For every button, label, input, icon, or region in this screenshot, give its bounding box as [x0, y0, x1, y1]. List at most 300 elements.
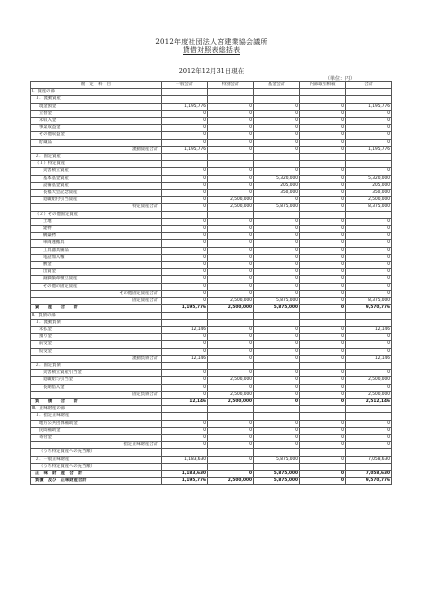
row-value — [346, 211, 392, 218]
row-value: 1,183,630 — [162, 456, 208, 463]
row-label: その他固定資産合計 — [31, 290, 162, 297]
table-row — [31, 434, 392, 441]
row-label: 退職給与引当金 — [31, 377, 162, 384]
row-value — [300, 406, 346, 413]
row-value — [254, 319, 300, 326]
row-label: 仮受金 — [31, 348, 162, 355]
row-label: 長期借入金 — [31, 384, 162, 391]
row-value: 205,000 — [346, 182, 392, 189]
row-value: 0 — [300, 434, 346, 441]
row-value — [208, 406, 254, 413]
header-elimination: 内部取引相殺 — [300, 82, 346, 89]
header-total: 合計 — [346, 82, 392, 89]
row-value: 0 — [162, 341, 208, 348]
row-value — [208, 154, 254, 161]
header-account: 勘 定 科 目 — [31, 82, 162, 89]
row-value: 5,875,000 — [254, 305, 300, 312]
row-label: 事業収益金 — [31, 125, 162, 132]
table-row — [31, 182, 392, 189]
row-value — [254, 449, 300, 456]
row-value: 0 — [208, 103, 254, 110]
row-value: 2,500,000 — [208, 478, 254, 485]
table-header-row — [31, 82, 392, 89]
row-value — [208, 211, 254, 218]
row-value: 0 — [346, 427, 392, 434]
row-value: 0 — [300, 355, 346, 362]
header-general: 一般会計 — [162, 82, 208, 89]
table-row — [31, 377, 392, 384]
row-value: 5,875,000 — [254, 456, 300, 463]
row-label: 貯蔵品 — [31, 139, 162, 146]
row-label: 負 債 合 計 — [31, 398, 162, 405]
row-value: 0 — [162, 182, 208, 189]
table-row — [31, 427, 392, 434]
table-row — [31, 233, 392, 240]
row-value: 0 — [162, 348, 208, 355]
row-value: 0 — [346, 218, 392, 225]
table-row — [31, 154, 392, 161]
row-value: 0 — [208, 262, 254, 269]
row-value: 0 — [300, 269, 346, 276]
row-value — [162, 463, 208, 470]
row-value: 350,000 — [346, 190, 392, 197]
row-value — [208, 413, 254, 420]
row-value: 12,146 — [162, 355, 208, 362]
header-special: 特別会計 — [208, 82, 254, 89]
row-value: 0 — [300, 168, 346, 175]
row-value: 0 — [208, 254, 254, 261]
table-row — [31, 175, 392, 182]
row-value: 1,195,776 — [162, 305, 208, 312]
row-value — [162, 449, 208, 456]
row-value: 0 — [208, 218, 254, 225]
row-value: 0 — [254, 442, 300, 449]
row-label: 退職給付引当資産 — [31, 197, 162, 204]
row-label: Ⅲ．正味財産の部 — [31, 406, 162, 413]
table-row — [31, 348, 392, 355]
row-value: 0 — [254, 240, 300, 247]
row-value: 0 — [162, 204, 208, 211]
row-label: 出資金 — [31, 269, 162, 276]
row-value: 1,195,776 — [346, 103, 392, 110]
row-value — [346, 161, 392, 168]
row-value: 0 — [208, 182, 254, 189]
row-value — [254, 413, 300, 420]
row-value: 0 — [162, 384, 208, 391]
row-value: 5,320,000 — [254, 175, 300, 182]
row-value — [208, 312, 254, 319]
row-value: 8,375,000 — [346, 204, 392, 211]
table-row — [31, 370, 392, 377]
table-row — [31, 456, 392, 463]
row-label: 災害積立資産引当金 — [31, 370, 162, 377]
row-value: 0 — [300, 290, 346, 297]
row-label: Ⅱ．負債の部 — [31, 312, 162, 319]
row-value: 0 — [300, 456, 346, 463]
row-value: 0 — [208, 233, 254, 240]
row-value: 1,195,776 — [162, 146, 208, 153]
row-value: 0 — [254, 290, 300, 297]
row-label: 構築物 — [31, 233, 162, 240]
row-value: 9,570,776 — [346, 305, 392, 312]
row-value: 12,146 — [346, 355, 392, 362]
row-value: 0 — [162, 132, 208, 139]
row-value — [300, 312, 346, 319]
row-value: 0 — [208, 190, 254, 197]
table-row — [31, 254, 392, 261]
row-value: 0 — [254, 341, 300, 348]
row-value — [162, 406, 208, 413]
table-row — [31, 103, 392, 110]
row-value: 8,375,000 — [346, 298, 392, 305]
row-label: 未収入金 — [31, 118, 162, 125]
table-row — [31, 247, 392, 254]
row-value: 12,146 — [346, 326, 392, 333]
row-label: 地方公共団体補助金 — [31, 420, 162, 427]
row-value: 0 — [254, 254, 300, 261]
row-value: 2,512,146 — [346, 398, 392, 405]
row-value: 0 — [208, 247, 254, 254]
row-value: 0 — [208, 420, 254, 427]
row-value: 0 — [162, 247, 208, 254]
row-value — [254, 161, 300, 168]
row-value: 0 — [162, 125, 208, 132]
row-value: 0 — [162, 233, 208, 240]
row-value: 0 — [162, 262, 208, 269]
row-value: 0 — [254, 391, 300, 398]
row-value: 5,320,000 — [346, 175, 392, 182]
row-label: その他収益金 — [31, 132, 162, 139]
row-value: 0 — [346, 283, 392, 290]
row-value: 0 — [254, 427, 300, 434]
row-value: 0 — [208, 283, 254, 290]
row-label: 現金預金 — [31, 103, 162, 110]
row-value: 0 — [346, 118, 392, 125]
row-value: 0 — [300, 283, 346, 290]
row-value: 0 — [300, 427, 346, 434]
row-label: その他の固定資産 — [31, 283, 162, 290]
table-row — [31, 326, 392, 333]
row-label: 減価償却積立資産 — [31, 276, 162, 283]
row-value: 0 — [162, 226, 208, 233]
document-title — [0, 38, 423, 54]
row-value — [162, 89, 208, 96]
row-value: 0 — [300, 204, 346, 211]
row-value: 2,500,000 — [346, 197, 392, 204]
row-value: 0 — [162, 377, 208, 384]
row-label: 長福大会記念資産 — [31, 190, 162, 197]
row-value: 350,000 — [254, 190, 300, 197]
row-value: 0 — [300, 190, 346, 197]
row-value — [208, 463, 254, 470]
row-value: 0 — [162, 190, 208, 197]
row-value: 0 — [300, 254, 346, 261]
row-value: 2,500,000 — [208, 197, 254, 204]
row-value: 0 — [162, 283, 208, 290]
row-value: 0 — [300, 384, 346, 391]
unit-label: （単位：円） — [325, 76, 356, 82]
row-value: 0 — [346, 384, 392, 391]
row-value — [346, 89, 392, 96]
row-label: 設備基金資産 — [31, 182, 162, 189]
row-value — [254, 211, 300, 218]
row-value: 0 — [300, 139, 346, 146]
row-value — [346, 154, 392, 161]
row-label: 基本基金資産 — [31, 175, 162, 182]
row-value: 0 — [208, 348, 254, 355]
row-value — [208, 449, 254, 456]
row-value: 0 — [162, 218, 208, 225]
row-value: 0 — [254, 283, 300, 290]
row-value: 0 — [254, 384, 300, 391]
row-label: 固定負債合計 — [31, 391, 162, 398]
row-value: 0 — [254, 125, 300, 132]
row-value: 0 — [208, 276, 254, 283]
title-organization: 2012年度社団法人宮建業協会議所 — [155, 38, 268, 46]
row-value: 0 — [254, 334, 300, 341]
row-value: 0 — [254, 110, 300, 117]
row-value: 0 — [254, 370, 300, 377]
row-value: 0 — [162, 298, 208, 305]
row-value: 0 — [300, 370, 346, 377]
table-row — [31, 226, 392, 233]
row-value: 0 — [346, 132, 392, 139]
row-value: 0 — [346, 269, 392, 276]
row-value: 0 — [254, 434, 300, 441]
row-value: 0 — [346, 262, 392, 269]
row-value: 0 — [300, 348, 346, 355]
row-value — [346, 449, 392, 456]
row-value: 0 — [300, 478, 346, 485]
row-value — [254, 463, 300, 470]
row-value: 0 — [162, 290, 208, 297]
row-value: 0 — [254, 262, 300, 269]
row-value: 0 — [208, 132, 254, 139]
row-value — [208, 319, 254, 326]
row-value: 0 — [346, 125, 392, 132]
row-value: 2,500,000 — [346, 391, 392, 398]
row-value — [346, 312, 392, 319]
row-label: 敷金 — [31, 262, 162, 269]
table-row — [31, 240, 392, 247]
row-label: 未払金 — [31, 326, 162, 333]
row-label: ２．固定負債 — [31, 362, 162, 369]
table-row — [31, 463, 392, 470]
row-value: 0 — [300, 233, 346, 240]
row-label: 車両運搬具 — [31, 240, 162, 247]
row-value — [208, 89, 254, 96]
row-value: 0 — [208, 240, 254, 247]
table-row — [31, 110, 392, 117]
table-row — [31, 391, 392, 398]
row-value: 2,500,000 — [208, 204, 254, 211]
row-value — [300, 154, 346, 161]
row-value: 0 — [254, 197, 300, 204]
row-value — [254, 154, 300, 161]
row-value: 0 — [300, 391, 346, 398]
row-value: 5,875,000 — [254, 204, 300, 211]
table-row — [31, 478, 392, 485]
row-value: 0 — [162, 175, 208, 182]
row-value: 0 — [300, 175, 346, 182]
row-value: 0 — [300, 326, 346, 333]
row-value: 0 — [208, 384, 254, 391]
row-value: 0 — [300, 341, 346, 348]
row-value: 0 — [346, 341, 392, 348]
row-value: 2,500,000 — [346, 377, 392, 384]
row-value: 0 — [346, 420, 392, 427]
row-label: 預り金 — [31, 334, 162, 341]
row-value — [208, 161, 254, 168]
row-value: 0 — [346, 370, 392, 377]
row-value: 205,000 — [254, 182, 300, 189]
row-label: 特定資産合計 — [31, 204, 162, 211]
row-value: 0 — [254, 118, 300, 125]
row-value: 0 — [208, 118, 254, 125]
row-value: 0 — [300, 132, 346, 139]
row-value: 0 — [346, 254, 392, 261]
row-value — [346, 362, 392, 369]
row-value — [346, 319, 392, 326]
row-value: 0 — [300, 276, 346, 283]
table-row — [31, 413, 392, 420]
row-label: （うち特定資産への充当額） — [31, 463, 162, 470]
row-value — [162, 154, 208, 161]
row-value — [300, 96, 346, 103]
row-value: 0 — [346, 348, 392, 355]
row-value: 0 — [300, 125, 346, 132]
row-value: 0 — [346, 290, 392, 297]
row-value: 0 — [254, 132, 300, 139]
row-value: 0 — [254, 348, 300, 355]
row-value: 0 — [162, 168, 208, 175]
row-label: ２．固定資産 — [31, 154, 162, 161]
table-row — [31, 449, 392, 456]
row-value: 0 — [300, 442, 346, 449]
table-row — [31, 298, 392, 305]
row-value: 0 — [208, 269, 254, 276]
row-value: 0 — [254, 276, 300, 283]
table-row — [31, 89, 392, 96]
row-value: 1,195,776 — [162, 103, 208, 110]
row-value — [162, 161, 208, 168]
table-row — [31, 168, 392, 175]
row-label: ２．一般正味財産 — [31, 456, 162, 463]
row-value — [208, 362, 254, 369]
row-value: 0 — [162, 427, 208, 434]
row-value — [300, 413, 346, 420]
row-value: 0 — [208, 341, 254, 348]
row-value — [254, 406, 300, 413]
table-row — [31, 470, 392, 477]
row-label: 正 味 財 産 合 計 — [31, 470, 162, 477]
row-value — [300, 463, 346, 470]
row-value: 0 — [254, 233, 300, 240]
table-row — [31, 290, 392, 297]
row-value — [346, 463, 392, 470]
row-label: 電話加入権 — [31, 254, 162, 261]
row-value: 0 — [254, 146, 300, 153]
row-value: 0 — [162, 118, 208, 125]
row-value: 2,500,000 — [208, 377, 254, 384]
row-value: 0 — [254, 326, 300, 333]
row-value: 0 — [162, 434, 208, 441]
title-report: 貸借対照表総括表 — [182, 46, 241, 54]
row-value: 0 — [208, 290, 254, 297]
row-value: 0 — [254, 218, 300, 225]
row-value: 0 — [254, 398, 300, 405]
table-row — [31, 211, 392, 218]
row-label: 流動負債合計 — [31, 355, 162, 362]
row-value: 0 — [162, 370, 208, 377]
row-value: 0 — [346, 434, 392, 441]
row-value — [208, 96, 254, 103]
row-value: 0 — [208, 434, 254, 441]
row-value: 0 — [208, 146, 254, 153]
table-row — [31, 319, 392, 326]
row-value: 1,183,630 — [162, 470, 208, 477]
row-label: 資 産 合 計 — [31, 305, 162, 312]
row-value: 0 — [254, 269, 300, 276]
row-value: 1,195,776 — [162, 478, 208, 485]
row-label: 固定資産合計 — [31, 298, 162, 305]
row-value: 0 — [208, 168, 254, 175]
row-value: 0 — [300, 218, 346, 225]
row-value: 0 — [254, 247, 300, 254]
table-row — [31, 398, 392, 405]
row-value: 0 — [346, 226, 392, 233]
row-value: 0 — [300, 262, 346, 269]
row-value: 0 — [300, 103, 346, 110]
row-value: 0 — [300, 118, 346, 125]
row-value: 0 — [300, 470, 346, 477]
row-value — [162, 319, 208, 326]
row-value — [300, 319, 346, 326]
row-value: 0 — [300, 110, 346, 117]
row-value: 9,570,776 — [346, 478, 392, 485]
row-label: １．流動資産 — [31, 96, 162, 103]
row-value: 0 — [300, 247, 346, 254]
row-value: 0 — [254, 355, 300, 362]
row-value: 0 — [254, 139, 300, 146]
table-row — [31, 305, 392, 312]
table-row — [31, 420, 392, 427]
row-value — [346, 413, 392, 420]
row-value: 0 — [162, 391, 208, 398]
row-value: 0 — [208, 470, 254, 477]
row-value: 0 — [162, 276, 208, 283]
row-value: 0 — [208, 110, 254, 117]
row-value: 2,500,000 — [208, 305, 254, 312]
table-row — [31, 132, 392, 139]
row-value: 0 — [346, 233, 392, 240]
table-row — [31, 384, 392, 391]
row-value — [300, 362, 346, 369]
row-value: 0 — [254, 420, 300, 427]
table-row — [31, 96, 392, 103]
table-row — [31, 118, 392, 125]
row-value: 0 — [346, 247, 392, 254]
row-value: 0 — [300, 298, 346, 305]
row-label: 土地 — [31, 218, 162, 225]
row-value: 0 — [208, 370, 254, 377]
row-value: 0 — [300, 197, 346, 204]
row-value — [346, 96, 392, 103]
row-value: 2,500,000 — [208, 398, 254, 405]
row-value: 0 — [346, 240, 392, 247]
table-row — [31, 218, 392, 225]
row-value: 0 — [346, 334, 392, 341]
